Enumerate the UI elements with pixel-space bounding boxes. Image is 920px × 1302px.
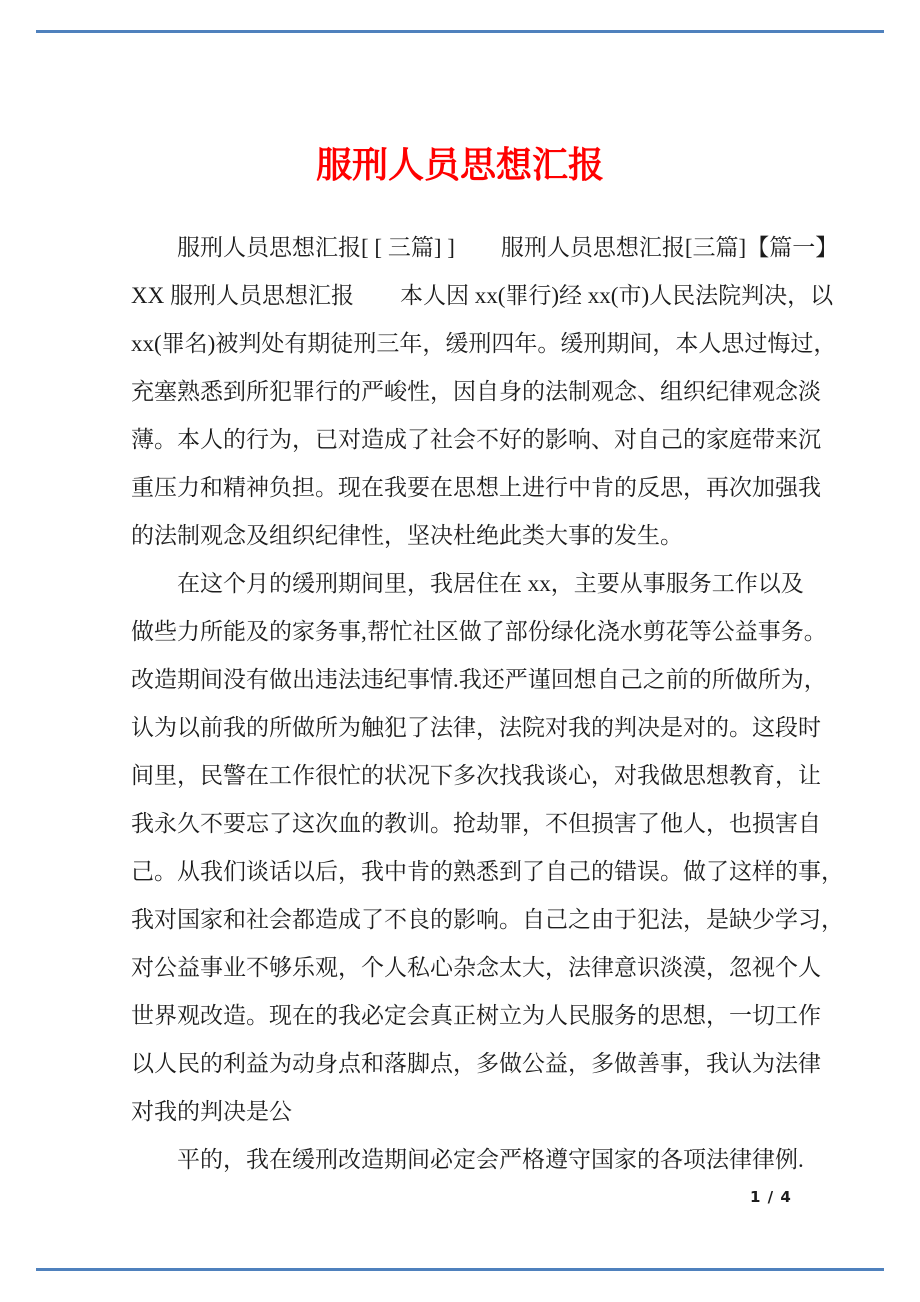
text-line: 服刑人员思想汇报[ [ 三篇] ] 服刑人员思想汇报[三篇]【篇一】	[131, 235, 839, 260]
text-line: 的法制观念及组织纪律性，坚决杜绝此类大事的发生。	[131, 523, 683, 548]
text-line: 做些力所能及的家务事,帮忙社区做了部份绿化浇水剪花等公益事务。	[131, 619, 827, 644]
page-bottom-border	[36, 1268, 884, 1271]
text-line: 对公益事业不够乐观，个人私心杂念太大，法律意识淡漠，忽视个人	[131, 955, 821, 980]
text-line: 认为以前我的所做所为触犯了法律，法院对我的判决是对的。这段时	[131, 715, 821, 740]
page-top-border	[36, 30, 884, 33]
text-line: 我永久不要忘了这次血的教训。抢劫罪，不但损害了他人，也损害自	[131, 811, 821, 836]
page-number: 1 / 4	[750, 1188, 792, 1206]
text-line: XX 服刑人员思想汇报 本人因 xx(罪行)经 xx(市)人民法院判决，以	[131, 283, 834, 308]
document-title: 服刑人员思想汇报	[315, 145, 604, 185]
text-line: 平的，我在缓刑改造期间必定会严格遵守国家的各项法律律例.	[131, 1147, 804, 1172]
text-line: 薄。本人的行为，已对造成了社会不好的影响、对自己的家庭带来沉	[131, 427, 821, 452]
text-line: 在这个月的缓刑期间里，我居住在 xx，主要从事服务工作以及	[131, 571, 804, 596]
text-line: 对我的判决是公	[131, 1099, 292, 1124]
text-line: 我对国家和社会都造成了不良的影响。自己之由于犯法，是缺少学习，	[131, 907, 844, 932]
text-line: 世界观改造。现在的我必定会真正树立为人民服务的思想，一切工作	[131, 1003, 821, 1028]
text-line: 间里，民警在工作很忙的状况下多次找我谈心，对我做思想教育，让	[131, 763, 821, 788]
text-line: 己。从我们谈话以后，我中肯的熟悉到了自己的错误。做了这样的事，	[131, 859, 844, 884]
text-line: xx(罪名)被判处有期徒刑三年，缓刑四年。缓刑期间，本人思过悔过，	[131, 331, 837, 356]
text-line: 重压力和精神负担。现在我要在思想上进行中肯的反思，再次加强我	[131, 475, 821, 500]
text-line: 改造期间没有做出违法违纪事情.我还严谨回想自己之前的所做所为，	[131, 667, 827, 692]
text-line: 以人民的利益为动身点和落脚点，多做公益，多做善事，我认为法律	[131, 1051, 821, 1076]
document-body	[131, 224, 844, 1184]
text-line: 充塞熟悉到所犯罪行的严峻性，因自身的法制观念、组织纪律观念淡	[131, 379, 821, 404]
